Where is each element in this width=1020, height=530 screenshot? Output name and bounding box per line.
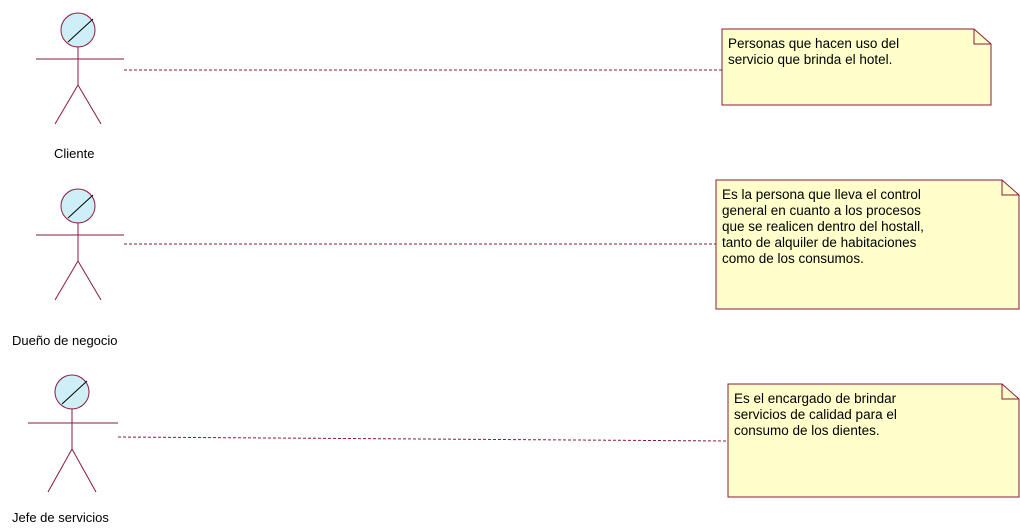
note-line: consumo de los dientes. (734, 423, 880, 438)
note-line: Es la persona que lleva el control (722, 187, 921, 202)
actor-head (61, 13, 95, 47)
actor-label-dueno: Dueño de negocio (12, 333, 118, 348)
actor-cliente-figure[interactable] (36, 13, 124, 124)
actor-label-jefe: Jefe de servicios (12, 510, 109, 525)
note-cliente-text (722, 30, 974, 68)
actor-dueno-figure[interactable] (36, 189, 124, 300)
note-line: servicios de calidad para el (734, 407, 897, 422)
actor-label-cliente: Cliente (54, 146, 95, 161)
note-line: general en cuanto a los procesos (722, 203, 921, 218)
note-line: servicio que brinda el hotel. (728, 52, 893, 67)
note-dueno-text (716, 181, 1002, 267)
note-line: como de los consumos. (722, 251, 864, 266)
actor-head (55, 375, 89, 409)
note-line: que se realicen dentro del hostall, (722, 219, 924, 234)
note-line: tanto de alquiler de habitaciones (722, 235, 917, 250)
note-jefe-text (728, 385, 1002, 439)
actor-jefe-figure[interactable] (28, 375, 118, 492)
note-line: Es el encargado de brindar (734, 391, 897, 406)
connector-jefe-note[interactable] (118, 437, 728, 441)
note-line: Personas que hacen uso del (728, 36, 900, 51)
actor-head (61, 189, 95, 223)
